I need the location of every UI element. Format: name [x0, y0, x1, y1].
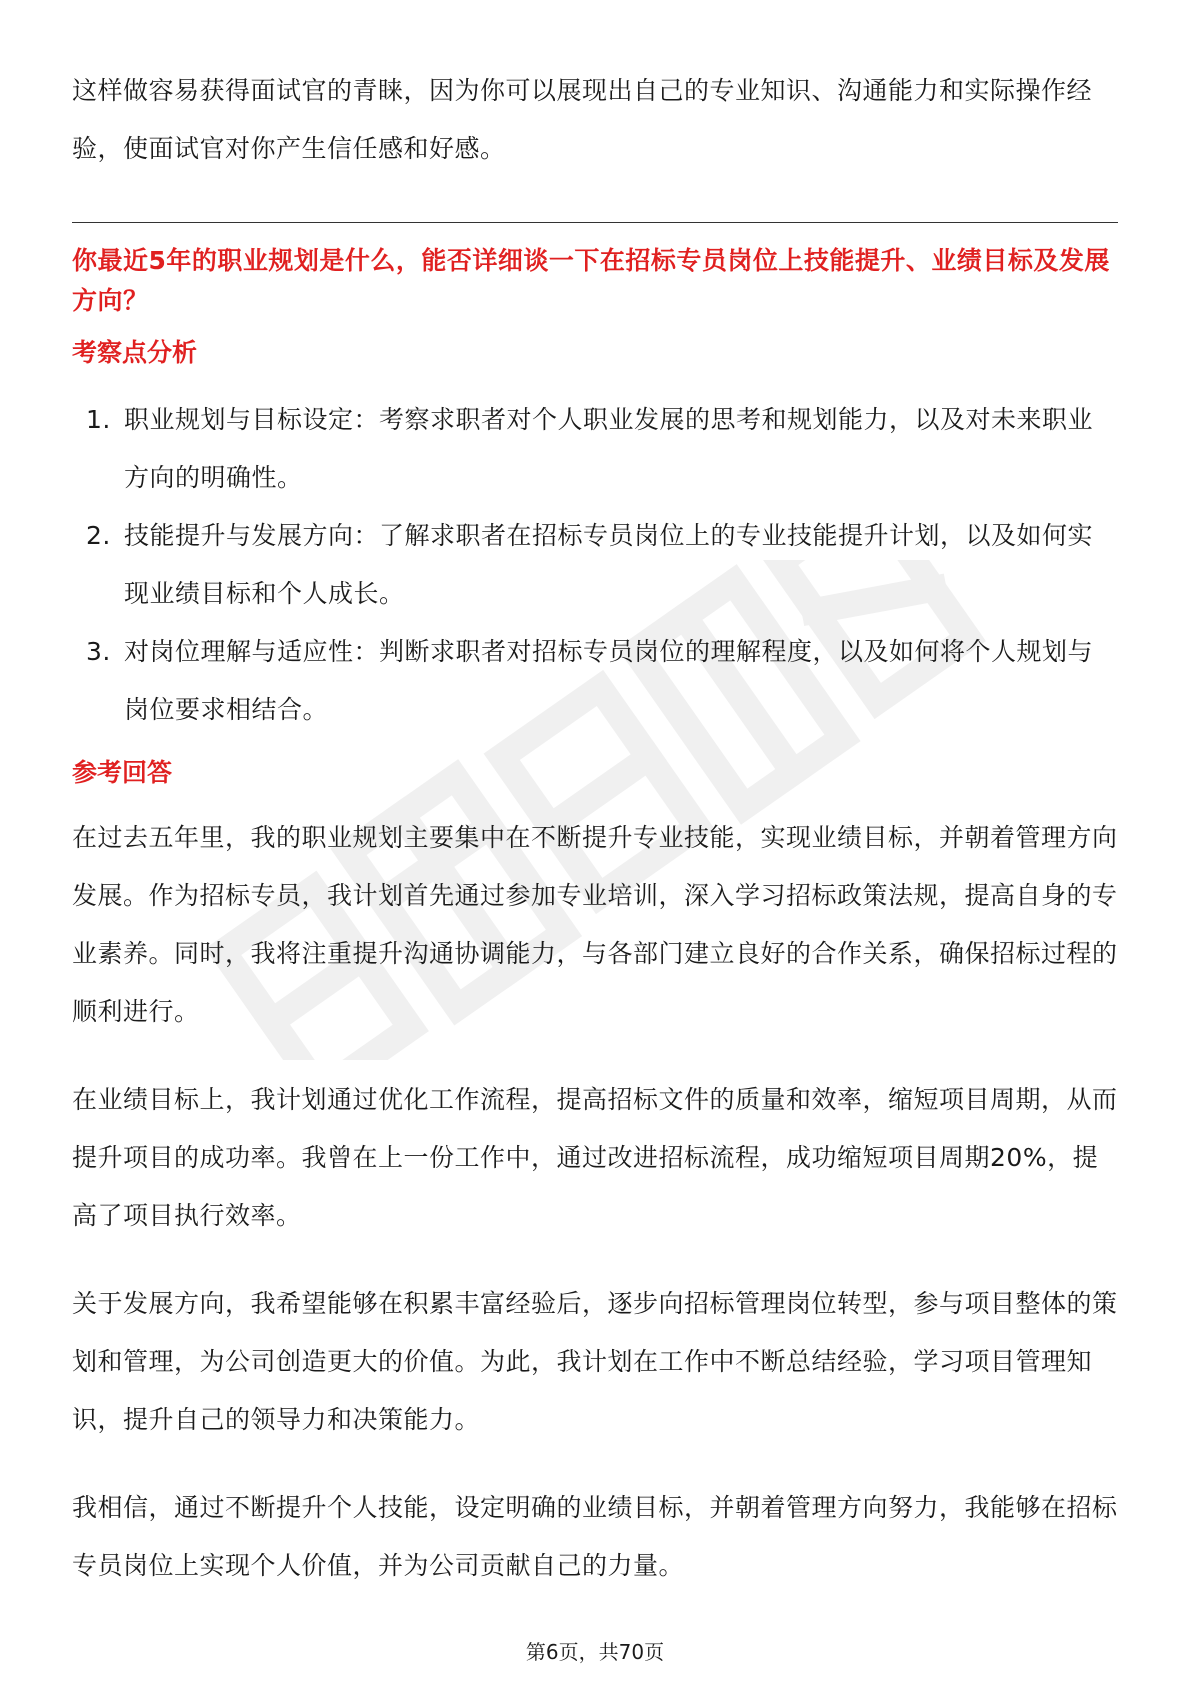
list-item-text: 技能提升与发展方向：了解求职者在招标专员岗位上的专业技能提升计划，以及如何实现业绩目标和个人成长。	[124, 521, 1094, 608]
list-item-number: 3.	[86, 637, 111, 666]
list-item-number: 2.	[86, 521, 111, 550]
analysis-heading: 考察点分析	[72, 338, 198, 367]
list-item	[72, 623, 1118, 739]
page-number-footer: 第6页，共70页	[525, 1640, 665, 1664]
intro-paragraph: 这样做容易获得面试官的青睐，因为你可以展现出自己的专业知识、沟通能力和实际操作经验，使面试官对你产生信任感和好感。	[72, 76, 1093, 163]
list-item-text: 对岗位理解与适应性：判断求职者对招标专员岗位的理解程度，以及如何将个人规划与岗位要求相结合。	[124, 637, 1094, 724]
list-item	[72, 391, 1118, 507]
answer-paragraph: 在过去五年里，我的职业规划主要集中在不断提升专业技能，实现业绩目标，并朝着管理方向发展。作为招标专员，我计划首先通过参加专业培训，深入学习招标政策法规，提高自身的专业素养。同时，我将注重提升沟通协调能力，与各部门建立良好的合作关系，确保招标过程的顺利进行。	[72, 823, 1118, 1026]
answer-paragraph: 关于发展方向，我希望能够在积累丰富经验后，逐步向招标管理岗位转型，参与项目整体的策划和管理，为公司创造更大的价值。为此，我计划在工作中不断总结经验，学习项目管理知识，提升自己的领导力和决策能力。	[72, 1289, 1118, 1434]
list-item	[72, 507, 1118, 623]
page-content	[72, 62, 1118, 1595]
answer-paragraph: 我相信，通过不断提升个人技能，设定明确的业绩目标，并朝着管理方向努力，我能够在招标专员岗位上实现个人价值，并为公司贡献自己的力量。	[72, 1493, 1118, 1580]
list-item-text: 职业规划与目标设定：考察求职者对个人职业发展的思考和规划能力，以及对未来职业方向的明确性。	[124, 405, 1094, 492]
answer-paragraph: 在业绩目标上，我计划通过优化工作流程，提高招标文件的质量和效率，缩短项目周期，从而提升项目的成功率。我曾在上一份工作中，通过改进招标流程，成功缩短项目周期20%，提高了项目执行效率。	[72, 1085, 1118, 1230]
interview-question: 你最近5年的职业规划是什么，能否详细谈一下在招标专员岗位上技能提升、业绩目标及发展方向？	[72, 246, 1110, 315]
analysis-list	[72, 391, 1118, 739]
answer-heading: 参考回答	[72, 758, 173, 787]
section-divider	[72, 222, 1118, 223]
list-item-number: 1.	[86, 405, 111, 434]
